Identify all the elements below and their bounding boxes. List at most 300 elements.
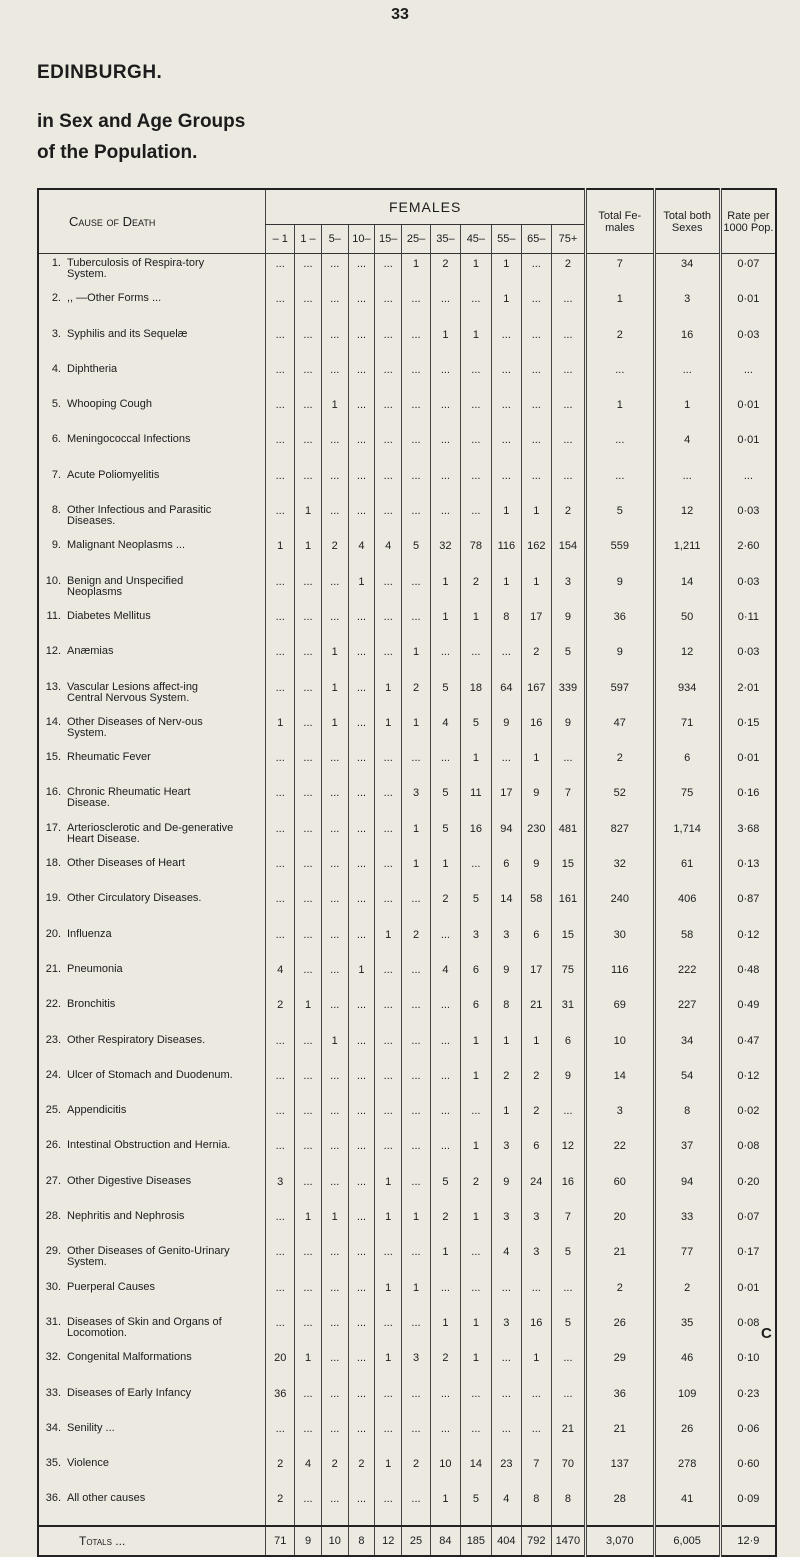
age-value-cell: ... <box>491 325 521 360</box>
row-number: 11. <box>46 609 61 622</box>
age-value-cell: ... <box>321 1101 348 1136</box>
age-value-cell: ... <box>266 1242 295 1277</box>
table-row <box>38 1313 776 1348</box>
age-value-cell: 116 <box>491 536 521 571</box>
cause-label: Pneumonia <box>67 962 123 975</box>
table-row <box>38 536 776 571</box>
age-value-cell: 14 <box>491 889 521 924</box>
row-number: 34. <box>45 1421 61 1434</box>
age-value-cell: ... <box>295 748 322 783</box>
cause-cell <box>38 854 266 889</box>
rate-cell: ... <box>720 360 776 395</box>
age-value-cell: 2 <box>521 1101 551 1136</box>
total-both-cell: 50 <box>654 607 720 642</box>
age-value-cell: 3 <box>460 925 491 960</box>
row-number: 14. <box>45 715 61 728</box>
age-value-cell: 2 <box>551 501 585 536</box>
table-row <box>38 607 776 642</box>
cause-cell <box>38 572 266 607</box>
age-value-cell: 3 <box>402 783 431 818</box>
age-value-cell: 64 <box>491 678 521 713</box>
age-value-cell: ... <box>348 854 375 889</box>
age-value-cell: ... <box>348 1136 375 1171</box>
age-value-cell: 1 <box>266 536 295 571</box>
rate-cell: 0·23 <box>720 1384 776 1419</box>
age-value-cell: ... <box>430 1419 460 1454</box>
age-value-cell: 3 <box>491 1207 521 1242</box>
row-number: 8. <box>51 504 61 517</box>
total-f-cell: 29 <box>586 1348 654 1383</box>
age-value-cell: ... <box>348 678 375 713</box>
age-value-cell: 7 <box>521 1454 551 1489</box>
total-both-cell: 3 <box>654 289 720 324</box>
cause-cell <box>38 501 266 536</box>
age-value-cell: ... <box>266 1419 295 1454</box>
rate-cell: 0·03 <box>720 572 776 607</box>
age-value-cell: 1 <box>321 1031 348 1066</box>
table-row <box>38 1489 776 1525</box>
rate-cell: 0·06 <box>720 1419 776 1454</box>
age-value-cell: 16 <box>521 713 551 748</box>
total-f-cell: 1 <box>586 395 654 430</box>
age-value-cell: ... <box>321 819 348 854</box>
age-value-cell: 6 <box>521 1136 551 1171</box>
age-value-cell: 1 <box>375 1207 402 1242</box>
age-value-cell: ... <box>266 360 295 395</box>
row-number: 35. <box>45 1457 61 1470</box>
cause-label: Senility ... <box>67 1421 115 1434</box>
age-value-cell: 1 <box>430 607 460 642</box>
age-value-cell: ... <box>348 1313 375 1348</box>
cause-of-death-header: Cause of Death <box>38 189 266 254</box>
cause-cell <box>38 925 266 960</box>
row-number: 20. <box>45 927 61 940</box>
age-value-cell: 1 <box>375 1348 402 1383</box>
row-number: 18. <box>45 857 61 870</box>
page-number: 33 <box>391 6 409 23</box>
rate-cell: 0·03 <box>720 501 776 536</box>
age-value-cell: ... <box>551 289 585 324</box>
rate-cell: 0·13 <box>720 854 776 889</box>
age-value-cell: ... <box>402 572 431 607</box>
age-value-cell: 6 <box>460 995 491 1030</box>
age-value-cell: ... <box>521 325 551 360</box>
age-value-cell: ... <box>551 360 585 395</box>
age-value-cell: ... <box>430 466 460 501</box>
age-value-cell: ... <box>321 1242 348 1277</box>
age-value-cell: 32 <box>430 536 460 571</box>
age-value-cell: 2 <box>430 254 460 290</box>
row-number: 22. <box>45 998 61 1011</box>
age-value-cell: ... <box>348 254 375 290</box>
age-value-cell: 1 <box>521 572 551 607</box>
cause-cell <box>38 889 266 924</box>
age-value-cell: ... <box>266 1101 295 1136</box>
age-value-cell: ... <box>295 325 322 360</box>
total-both-cell: 77 <box>654 1242 720 1277</box>
rate-cell: 0·60 <box>720 1454 776 1489</box>
age-header: 5– <box>321 225 348 254</box>
table-row <box>38 289 776 324</box>
total-both-cell: 58 <box>654 925 720 960</box>
age-value-cell: 4 <box>430 713 460 748</box>
age-value-cell: ... <box>402 1066 431 1101</box>
total-both-cell: 278 <box>654 1454 720 1489</box>
age-value-cell: 3 <box>491 1313 521 1348</box>
row-number: 10. <box>45 574 61 587</box>
age-value-cell: 4 <box>430 960 460 995</box>
age-value-cell: 1 <box>375 1454 402 1489</box>
table-row <box>38 1384 776 1419</box>
age-value-cell: 5 <box>551 642 585 677</box>
age-value-cell: ... <box>375 960 402 995</box>
age-value-cell: 3 <box>491 925 521 960</box>
total-both-sexes-header: Total both Sexes <box>654 189 720 254</box>
age-value-cell: ... <box>321 1066 348 1101</box>
totals-age-cell: 12 <box>375 1526 402 1556</box>
age-value-cell: 2 <box>266 1454 295 1489</box>
age-value-cell: ... <box>375 1313 402 1348</box>
age-value-cell: ... <box>266 925 295 960</box>
total-f-cell: 597 <box>586 678 654 713</box>
total-both-cell: 54 <box>654 1066 720 1101</box>
rate-cell: 0·87 <box>720 889 776 924</box>
age-value-cell: ... <box>266 572 295 607</box>
age-value-cell: 1 <box>460 325 491 360</box>
age-value-cell: ... <box>295 960 322 995</box>
cause-cell <box>38 360 266 395</box>
age-value-cell: ... <box>460 466 491 501</box>
age-value-cell: ... <box>491 360 521 395</box>
age-value-cell: ... <box>266 325 295 360</box>
age-value-cell: ... <box>521 1384 551 1419</box>
total-f-cell: 137 <box>586 1454 654 1489</box>
age-value-cell: 1 <box>321 678 348 713</box>
age-value-cell: ... <box>521 1278 551 1313</box>
total-f-cell: 5 <box>586 501 654 536</box>
row-number: 13. <box>45 680 61 693</box>
age-value-cell: 4 <box>375 536 402 571</box>
age-value-cell: ... <box>375 325 402 360</box>
age-value-cell: 70 <box>551 1454 585 1489</box>
age-value-cell: ... <box>430 430 460 465</box>
rate-cell: 0·12 <box>720 925 776 960</box>
total-both-cell: 2 <box>654 1278 720 1313</box>
age-value-cell: ... <box>430 1278 460 1313</box>
age-value-cell: ... <box>430 1101 460 1136</box>
age-value-cell: ... <box>551 466 585 501</box>
total-both-cell: 12 <box>654 501 720 536</box>
age-value-cell: ... <box>460 501 491 536</box>
total-both-cell: ... <box>654 360 720 395</box>
cause-cell <box>38 1419 266 1454</box>
rate-cell: 0·01 <box>720 395 776 430</box>
cause-cell <box>38 1313 266 1348</box>
age-value-cell: 2 <box>402 925 431 960</box>
rate-cell: 3·68 <box>720 819 776 854</box>
age-value-cell: ... <box>266 1207 295 1242</box>
table-row <box>38 678 776 713</box>
table-row <box>38 360 776 395</box>
row-number: 23. <box>45 1033 61 1046</box>
age-value-cell: ... <box>402 430 431 465</box>
age-value-cell: ... <box>348 1384 375 1419</box>
age-value-cell: ... <box>375 360 402 395</box>
age-value-cell: ... <box>402 1242 431 1277</box>
total-both-cell: 37 <box>654 1136 720 1171</box>
rate-cell: 0·01 <box>720 748 776 783</box>
age-header: 10– <box>348 225 375 254</box>
age-value-cell: ... <box>348 501 375 536</box>
age-value-cell: 162 <box>521 536 551 571</box>
age-value-cell: 1 <box>375 713 402 748</box>
age-value-cell: ... <box>348 1419 375 1454</box>
age-value-cell: 1 <box>521 1031 551 1066</box>
total-both-cell: 94 <box>654 1172 720 1207</box>
age-value-cell: ... <box>321 289 348 324</box>
age-value-cell: 1 <box>402 254 431 290</box>
age-value-cell: ... <box>266 430 295 465</box>
age-value-cell: 5 <box>430 1172 460 1207</box>
age-value-cell: ... <box>348 1066 375 1101</box>
age-value-cell: 2 <box>491 1066 521 1101</box>
age-value-cell: 167 <box>521 678 551 713</box>
age-value-cell: 1 <box>321 713 348 748</box>
age-value-cell: 3 <box>521 1207 551 1242</box>
city-heading: EDINBURGH. <box>37 62 163 83</box>
age-value-cell: ... <box>295 678 322 713</box>
age-value-cell: ... <box>521 430 551 465</box>
age-value-cell: 1 <box>460 607 491 642</box>
row-number: 29. <box>45 1245 61 1258</box>
age-value-cell: ... <box>295 395 322 430</box>
rate-cell: 0·16 <box>720 783 776 818</box>
age-value-cell: 339 <box>551 678 585 713</box>
age-value-cell: ... <box>402 748 431 783</box>
age-value-cell: ... <box>430 1136 460 1171</box>
age-value-cell: 4 <box>295 1454 322 1489</box>
age-value-cell: ... <box>266 466 295 501</box>
age-value-cell: 3 <box>551 572 585 607</box>
age-value-cell: 1 <box>402 1278 431 1313</box>
age-value-cell: 7 <box>551 1207 585 1242</box>
age-value-cell: 1 <box>430 572 460 607</box>
age-value-cell: ... <box>375 501 402 536</box>
age-value-cell: ... <box>295 607 322 642</box>
age-value-cell: 1 <box>295 501 322 536</box>
age-value-cell: 1 <box>402 854 431 889</box>
age-value-cell: ... <box>430 289 460 324</box>
total-f-cell: 69 <box>586 995 654 1030</box>
age-value-cell: 20 <box>266 1348 295 1383</box>
age-value-cell: 16 <box>551 1172 585 1207</box>
age-value-cell: 5 <box>430 819 460 854</box>
age-value-cell: ... <box>375 1419 402 1454</box>
row-number: 36. <box>45 1492 61 1505</box>
age-value-cell: ... <box>402 1101 431 1136</box>
age-value-cell: ... <box>402 501 431 536</box>
age-value-cell: 1 <box>460 1313 491 1348</box>
total-both-cell: 222 <box>654 960 720 995</box>
age-value-cell: ... <box>402 325 431 360</box>
age-value-cell: ... <box>266 395 295 430</box>
table-row <box>38 854 776 889</box>
age-value-cell: ... <box>295 1101 322 1136</box>
age-value-cell: ... <box>321 1278 348 1313</box>
age-value-cell: ... <box>348 1242 375 1277</box>
cause-cell <box>38 289 266 324</box>
age-value-cell: 2 <box>460 1172 491 1207</box>
age-value-cell: ... <box>402 1136 431 1171</box>
cause-cell <box>38 960 266 995</box>
age-value-cell: ... <box>266 783 295 818</box>
age-value-cell: 5 <box>551 1313 585 1348</box>
total-females-header: Total Fe-males <box>586 189 654 254</box>
totals-age-cell: 1470 <box>551 1526 585 1556</box>
age-value-cell: ... <box>321 1313 348 1348</box>
totals-age-cell: 185 <box>460 1526 491 1556</box>
age-value-cell: ... <box>295 360 322 395</box>
rate-cell: 0·02 <box>720 1101 776 1136</box>
age-value-cell: ... <box>551 748 585 783</box>
totals-age-cell: 10 <box>321 1526 348 1556</box>
total-both-cell: 1,714 <box>654 819 720 854</box>
age-value-cell: ... <box>321 466 348 501</box>
row-number: 3. <box>51 327 61 340</box>
age-value-cell: ... <box>295 572 322 607</box>
age-value-cell: 5 <box>430 678 460 713</box>
age-value-cell: 4 <box>266 960 295 995</box>
total-both-cell: 406 <box>654 889 720 924</box>
age-value-cell: ... <box>460 1242 491 1277</box>
age-value-cell: 21 <box>551 1419 585 1454</box>
rate-cell: ... <box>720 466 776 501</box>
age-value-cell: 16 <box>521 1313 551 1348</box>
age-value-cell: 1 <box>460 254 491 290</box>
age-value-cell: ... <box>321 254 348 290</box>
age-value-cell: 58 <box>521 889 551 924</box>
row-number: 4. <box>51 362 61 375</box>
age-value-cell: 1 <box>295 995 322 1030</box>
age-value-cell: ... <box>348 360 375 395</box>
age-value-cell: ... <box>295 1066 322 1101</box>
row-number: 7. <box>51 468 61 481</box>
age-value-cell: ... <box>375 1101 402 1136</box>
age-value-cell: 1 <box>375 1172 402 1207</box>
rate-cell: 0·03 <box>720 642 776 677</box>
age-value-cell: 5 <box>430 783 460 818</box>
age-value-cell: 1 <box>491 501 521 536</box>
age-value-cell: ... <box>402 889 431 924</box>
age-value-cell: 24 <box>521 1172 551 1207</box>
table-row <box>38 1031 776 1066</box>
age-value-cell: ... <box>375 854 402 889</box>
age-value-cell: ... <box>551 430 585 465</box>
age-header: 65– <box>521 225 551 254</box>
totals-row <box>38 1526 776 1556</box>
age-value-cell: 1 <box>348 960 375 995</box>
age-value-cell: ... <box>491 642 521 677</box>
age-value-cell: ... <box>321 607 348 642</box>
cause-cell <box>38 713 266 748</box>
total-both-cell: 934 <box>654 678 720 713</box>
age-value-cell: ... <box>402 360 431 395</box>
age-value-cell: ... <box>491 395 521 430</box>
age-value-cell: ... <box>321 1419 348 1454</box>
age-value-cell: 1 <box>521 748 551 783</box>
age-value-cell: ... <box>430 1066 460 1101</box>
age-value-cell: 9 <box>491 960 521 995</box>
age-value-cell: ... <box>295 1384 322 1419</box>
cause-cell <box>38 1136 266 1171</box>
age-value-cell: 10 <box>430 1454 460 1489</box>
age-value-cell: ... <box>348 783 375 818</box>
total-f-cell: 36 <box>586 607 654 642</box>
age-value-cell: 4 <box>491 1489 521 1525</box>
age-value-cell: ... <box>348 1172 375 1207</box>
cause-label: Other Diseases of Heart <box>67 857 185 870</box>
table-row <box>38 1348 776 1383</box>
age-header: 15– <box>375 225 402 254</box>
total-both-cell: 34 <box>654 1031 720 1066</box>
age-value-cell: 2 <box>521 1066 551 1101</box>
age-value-cell: 9 <box>521 854 551 889</box>
table-row <box>38 925 776 960</box>
table-row <box>38 395 776 430</box>
age-value-cell: ... <box>402 1384 431 1419</box>
age-value-cell: 1 <box>430 1489 460 1525</box>
age-value-cell: ... <box>521 360 551 395</box>
table-row <box>38 1172 776 1207</box>
age-value-cell: ... <box>295 1242 322 1277</box>
age-value-cell: ... <box>460 430 491 465</box>
total-f-cell: 36 <box>586 1384 654 1419</box>
age-value-cell: ... <box>295 430 322 465</box>
total-f-cell: 32 <box>586 854 654 889</box>
age-value-cell: ... <box>321 1136 348 1171</box>
cause-cell <box>38 1101 266 1136</box>
total-both-cell: 75 <box>654 783 720 818</box>
age-value-cell: ... <box>266 1278 295 1313</box>
age-value-cell: ... <box>266 1031 295 1066</box>
age-value-cell: ... <box>375 607 402 642</box>
total-both-cell: 1,211 <box>654 536 720 571</box>
cause-cell <box>38 819 266 854</box>
age-value-cell: ... <box>402 1489 431 1525</box>
age-value-cell: ... <box>402 1313 431 1348</box>
total-f-cell: 240 <box>586 889 654 924</box>
cause-label: Other Digestive Diseases <box>67 1174 192 1187</box>
cause-label: Syphilis and its Sequelæ <box>67 327 188 340</box>
age-value-cell: ... <box>375 748 402 783</box>
total-f-cell: 21 <box>586 1242 654 1277</box>
age-value-cell: 17 <box>521 607 551 642</box>
age-value-cell: ... <box>321 783 348 818</box>
age-value-cell: ... <box>348 430 375 465</box>
age-value-cell: 2 <box>430 1207 460 1242</box>
age-value-cell: 5 <box>460 889 491 924</box>
age-value-cell: ... <box>375 395 402 430</box>
age-value-cell: ... <box>295 819 322 854</box>
cause-label: Malignant Neoplasms ... <box>67 539 185 552</box>
cause-cell <box>38 254 266 290</box>
age-value-cell: 8 <box>551 1489 585 1525</box>
cause-cell <box>38 1348 266 1383</box>
age-value-cell: ... <box>321 748 348 783</box>
total-both-cell: 61 <box>654 854 720 889</box>
age-value-cell: 1 <box>491 1101 521 1136</box>
cause-label: All other causes <box>67 1492 146 1505</box>
